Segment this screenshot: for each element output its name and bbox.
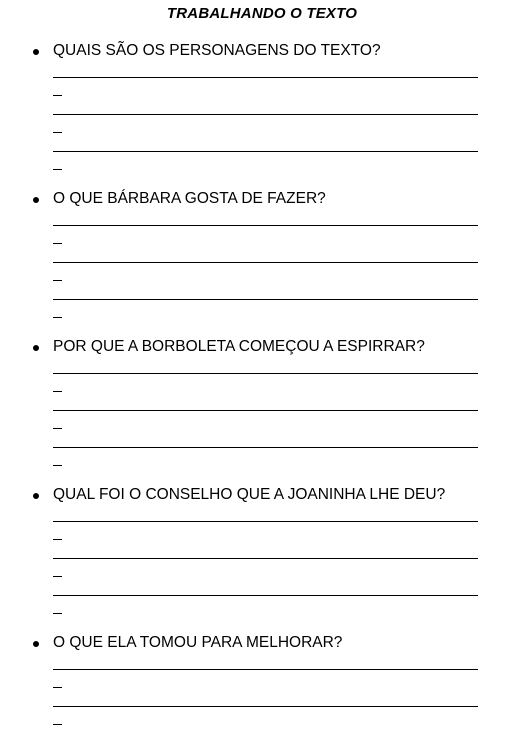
question-block-5: [0, 634, 524, 656]
answer-line: [53, 299, 478, 300]
question-row: [0, 190, 524, 212]
answer-line: [53, 373, 478, 374]
answer-line: [53, 410, 478, 411]
question-block-2: [0, 190, 524, 212]
question-block-1: [0, 42, 524, 64]
answer-dash: [53, 95, 62, 96]
question-row: [0, 634, 524, 656]
answer-dash: [53, 539, 62, 540]
answer-line: [53, 669, 478, 670]
answer-dash: [53, 169, 62, 170]
answer-dash: [53, 243, 62, 244]
bullet-icon: [33, 197, 39, 203]
answer-line: [53, 151, 478, 152]
question-text: O QUE BÁRBARA GOSTA DE FAZER?: [53, 190, 326, 207]
answer-line: [53, 225, 478, 226]
answer-line: [53, 77, 478, 78]
question-row: [0, 42, 524, 64]
answer-dash: [53, 280, 62, 281]
answer-line: [53, 595, 478, 596]
answer-line: [53, 558, 478, 559]
answer-dash: [53, 428, 62, 429]
question-block-4: [0, 486, 524, 508]
answer-line: [53, 521, 478, 522]
bullet-icon: [33, 345, 39, 351]
question-text: POR QUE A BORBOLETA COMEÇOU A ESPIRRAR?: [53, 338, 425, 355]
bullet-icon: [33, 493, 39, 499]
bullet-icon: [33, 641, 39, 647]
answer-dash: [53, 576, 62, 577]
question-block-3: [0, 338, 524, 360]
answer-line: [53, 447, 478, 448]
question-text: O QUE ELA TOMOU PARA MELHORAR?: [53, 634, 343, 651]
question-row: [0, 338, 524, 360]
bullet-icon: [33, 49, 39, 55]
question-row: [0, 486, 524, 508]
answer-dash: [53, 132, 62, 133]
answer-line: [53, 262, 478, 263]
question-text: QUAL FOI O CONSELHO QUE A JOANINHA LHE DEU?: [53, 486, 446, 503]
answer-dash: [53, 724, 62, 725]
answer-dash: [53, 465, 62, 466]
answer-dash: [53, 687, 62, 688]
answer-dash: [53, 613, 62, 614]
worksheet-title: TRABALHANDO O TEXTO: [166, 5, 358, 22]
question-text: QUAIS SÃO OS PERSONAGENS DO TEXTO?: [53, 42, 381, 59]
answer-line: [53, 706, 478, 707]
answer-dash: [53, 317, 62, 318]
answer-line: [53, 114, 478, 115]
answer-dash: [53, 391, 62, 392]
